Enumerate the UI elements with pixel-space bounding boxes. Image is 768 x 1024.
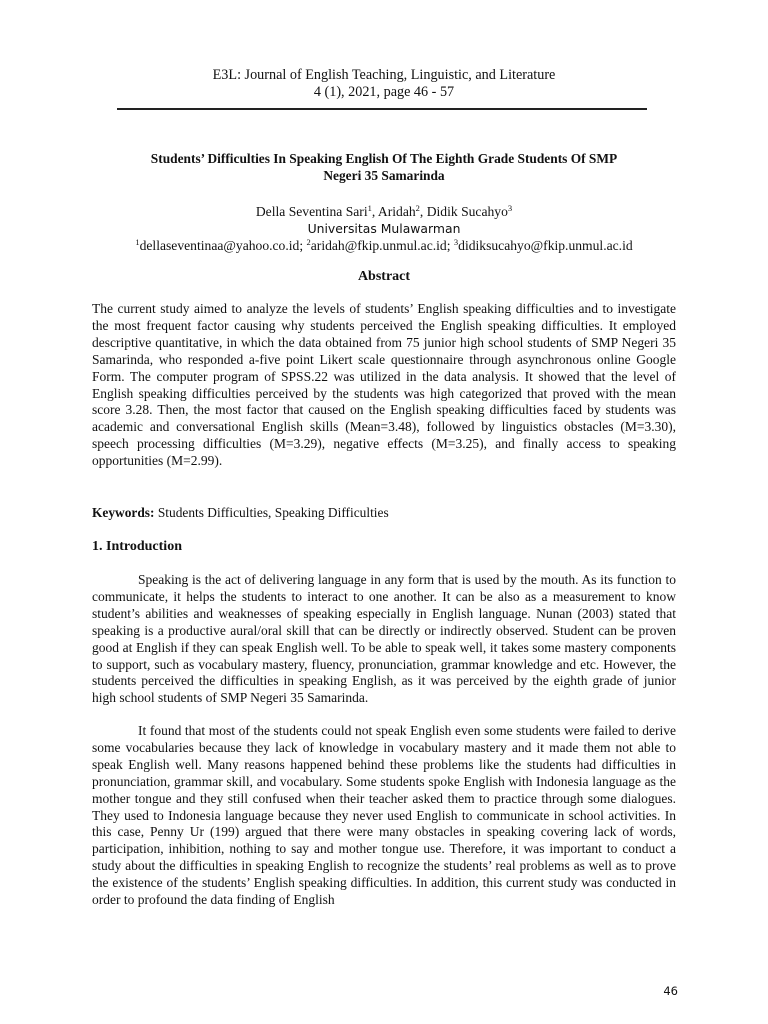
abstract-heading: Abstract <box>357 269 411 284</box>
abstract-body: The current study aimed to analyze the levels of students’ English speaking difficulties and to investigate the most frequent factor causing why students perceived the English speaking difficulties. It employed descriptive quantitative, in which the data obtained from 75 junior high school students of SMP Negeri 35 Samarinda, who responded a-five point Likert scale questionnaire through asynchronous online Google Form. The computer program of SPSS.22 was utilized in the data analysis. It showed that the level of English speaking difficulties perceived by the students was high categorized that proved with the mean score 3.28. Then, the most factor that caused on the English speaking difficulties faced by students was academic and conversational English skills (Mean=3.48), followed by linguistics obstacles (M=3.30), speech processing difficulties (M=3.29), negative effects (M=3.25), and finally access to speaking opportunities (M=2.99). <box>92 301 676 469</box>
email-mark: 3 <box>453 237 459 247</box>
author-name: Didik Sucahyo <box>426 204 508 219</box>
keywords-label: Keywords: <box>92 505 155 520</box>
header-rule <box>117 108 647 110</box>
section-heading-introduction: 1. Introduction <box>92 539 182 554</box>
author-names <box>60 203 708 220</box>
author-emails <box>60 237 708 254</box>
page-number: 46 <box>663 984 678 998</box>
author-block <box>60 203 708 254</box>
author-separator: , <box>419 204 427 219</box>
affiliation: Universitas Mulawarman <box>307 221 461 236</box>
paper-title <box>92 150 676 184</box>
email-mark: 2 <box>306 237 311 247</box>
paper-title-line-1: Students’ Difficulties In Speaking English Of The Eighth Grade Students Of SMP <box>150 151 618 166</box>
author-email[interactable]: didiksucahyo@fkip.unmul.ac.id <box>458 238 633 253</box>
author-mark: 1 <box>367 203 372 213</box>
journal-header <box>92 67 676 101</box>
author-mark: 2 <box>415 203 420 213</box>
keywords-text: Students Difficulties, Speaking Difficulties <box>154 505 389 520</box>
author-name: Della Seventina Sari <box>255 204 368 219</box>
introduction-paragraph-2: It found that most of the students could not speak English even some students were failed to derive some vocabularies because they lack of knowledge in vocabulary mastery and it made them not able to speak English well. Many reasons happened behind these problems like the students had difficulties in pronunciation, grammar skill, and vocabulary. Some students spoke English with Indonesia language as the mother tongue and they still confused when their teacher asked them to practice through some dialogues. They used to Indonesia language because they never used English to communicate in school activities. In this case, Penny Ur (199) argued that there were many obstacles in speaking covering lack of words, participation, inhibition, nothing to say and mother tongue use. Therefore, it was important to conduct a study about the difficulties in speaking English to recognize the students’ real problems as well as to prove the existence of the students’ English speaking difficulties. In addition, this current study was conducted in order to profound the data finding of English <box>92 723 676 908</box>
journal-issue: 4 (1), 2021, page 46 - 57 <box>313 84 455 100</box>
author-mark: 3 <box>507 203 513 213</box>
keywords <box>92 505 676 521</box>
paper-title-line-2: Negeri 35 Samarinda <box>323 168 445 183</box>
journal-name: E3L: Journal of English Teaching, Linguistic, and Literature <box>212 67 556 83</box>
author-name: Aridah <box>377 204 416 219</box>
introduction-paragraph-1: Speaking is the act of delivering language in any form that is used by the mouth. As its function to communicate, it helps the students to interact to one another. It can be also as a measurement to know student’s abilities and weaknesses of speaking especially in English language. Nunan (2003) stated that speaking is a productive aural/oral skill that can be directly or indirectly observed. Student can be proven good at English if they can speak English well. To be able to speak well, it takes some mastery components to support, such as vocabulary mastery, fluency, pronunciation, grammar knowledge and etc. However, the students perceived the difficulties in speaking English, as it was perceived by the eighth grade of junior high school students of SMP Negeri 35 Samarinda. <box>92 572 676 706</box>
author-email[interactable]: dellaseventinaa@yahoo.co.id; <box>139 238 304 253</box>
email-mark: 1 <box>135 237 140 247</box>
author-separator: , <box>371 204 378 219</box>
author-email[interactable]: aridah@fkip.unmul.ac.id; <box>310 238 451 253</box>
